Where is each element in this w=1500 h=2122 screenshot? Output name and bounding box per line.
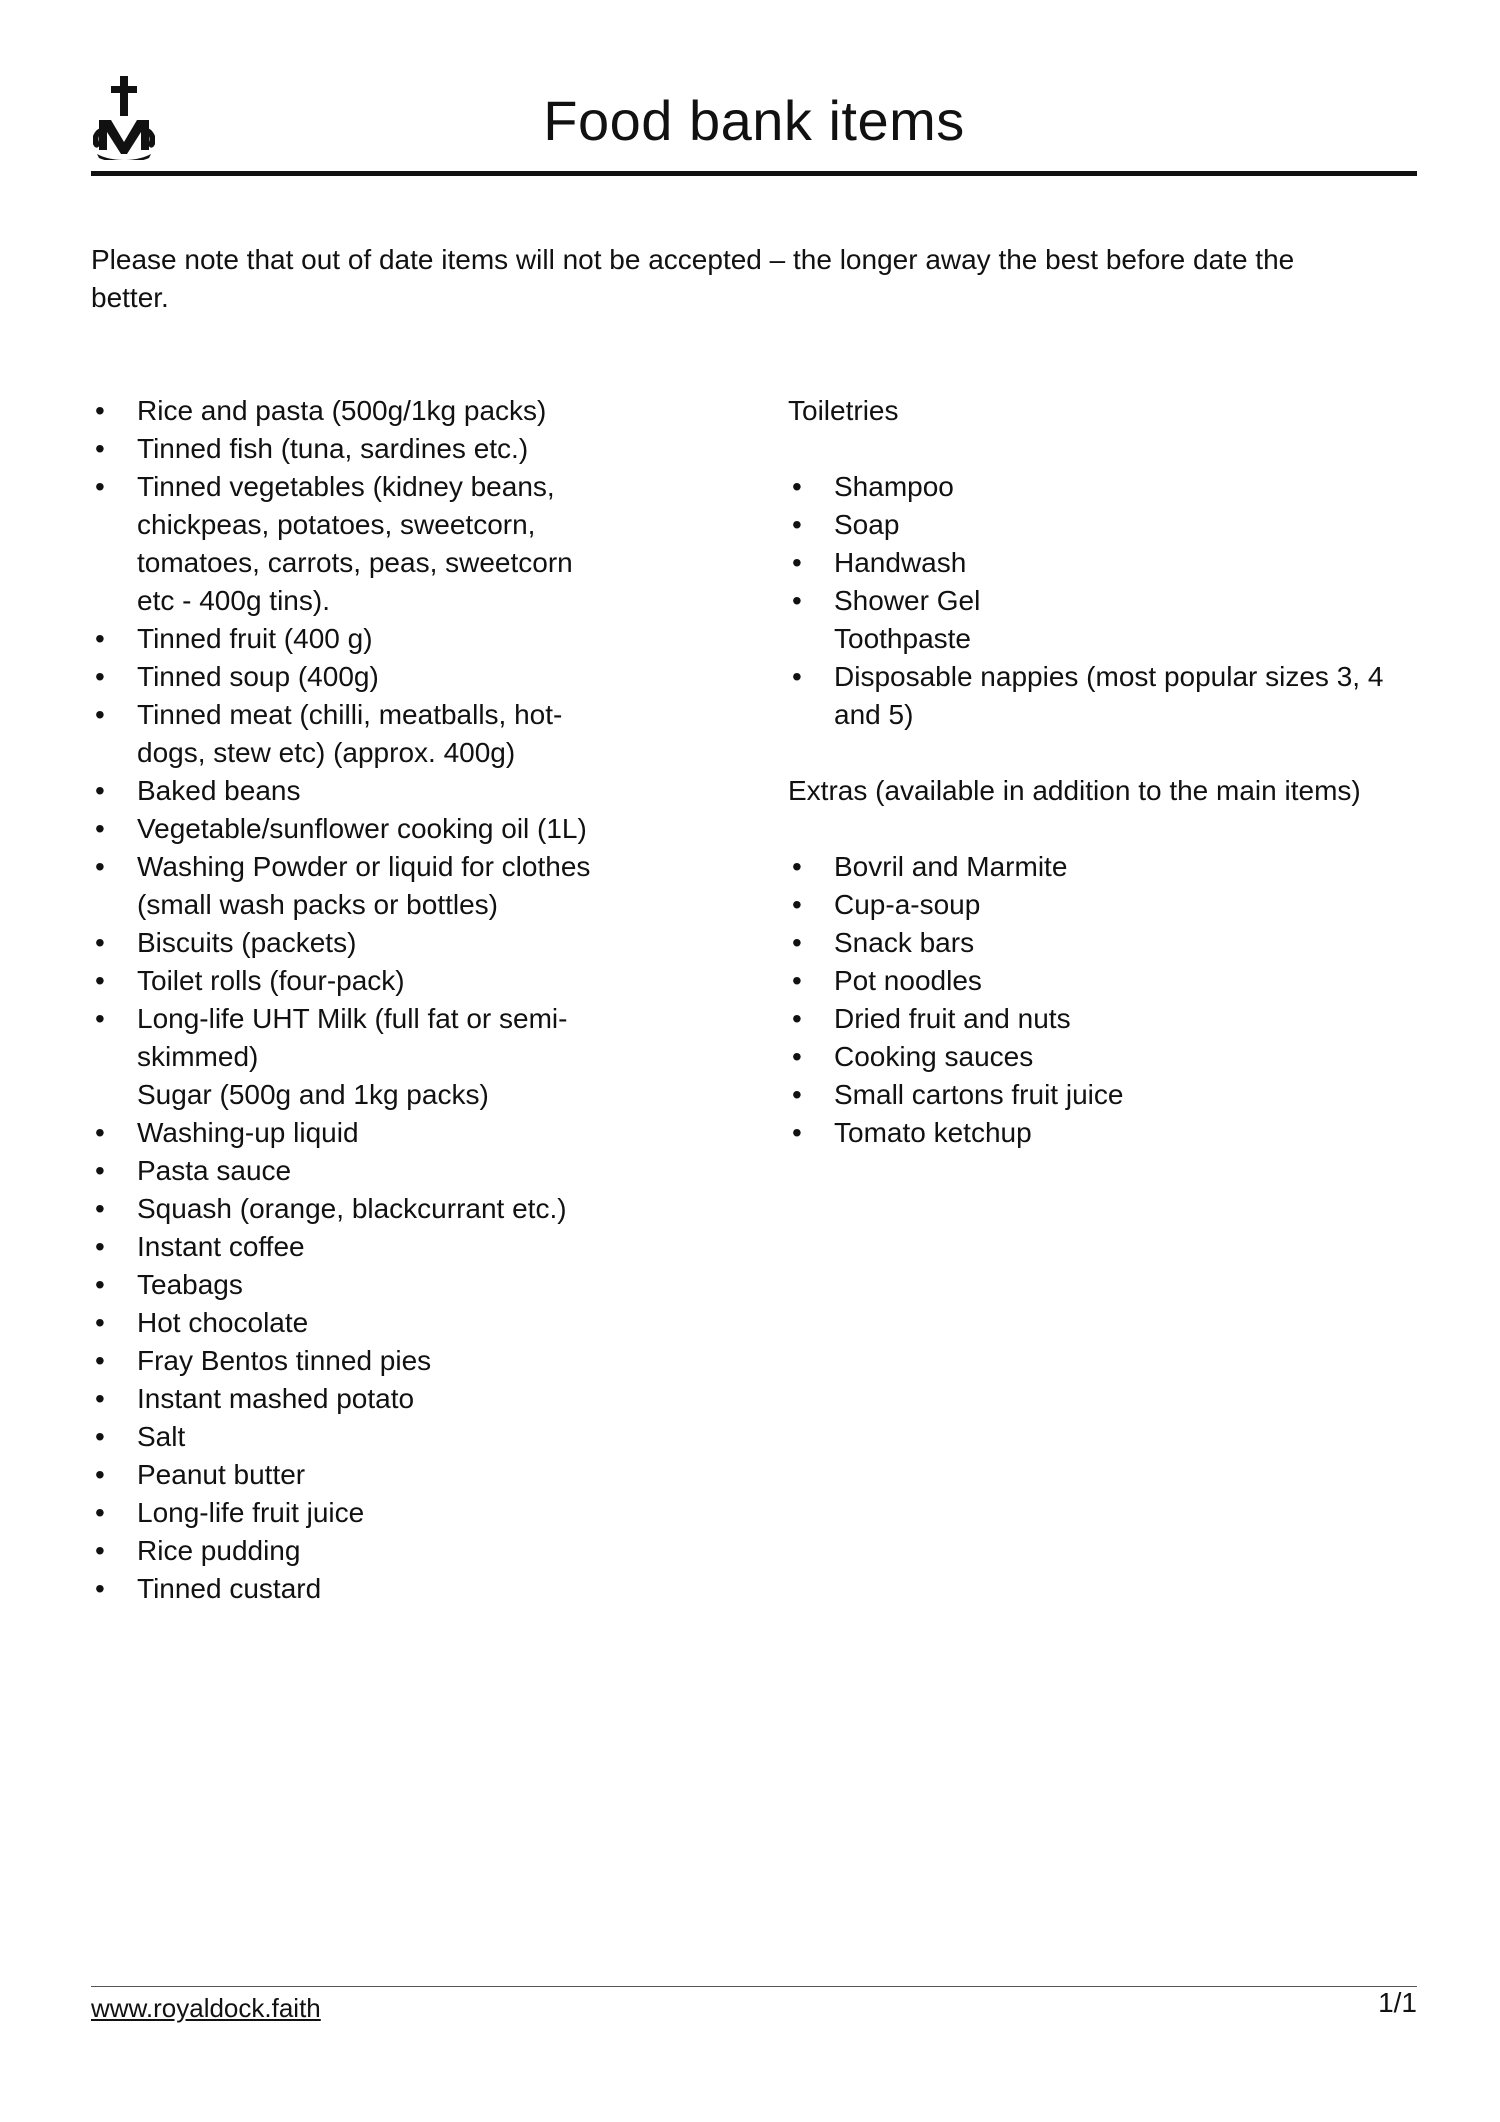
food-list-item: • Washing Powder or liquid for clothes (small wash packs or bottles) [91,848,617,924]
extras-list-item: • Bovril and Marmite [788,848,1408,886]
intro-note: Please note that out of date items will not be accepted – the longer away the best before date the better. [91,244,1295,313]
food-list-item: • Instant mashed potato [91,1380,617,1418]
food-list-item: Sugar (500g and 1kg packs) [137,1079,489,1110]
extras-list-item: • Cooking sauces [788,1038,1408,1076]
spacer [788,430,1408,468]
toiletries-list-item: • Disposable nappies (most popular sizes 3, 4 and 5) [788,658,1408,734]
food-list-item: • Tinned vegetables (kidney beans, chickpeas, potatoes, sweetcorn, tomatoes, carrots, peas, sweetcorn etc - 400g tins). [91,468,617,620]
extras-list [788,848,1408,1152]
website-link[interactable]: www.royaldock.faith [91,1993,321,2023]
food-list-item: • Biscuits (packets) [91,924,617,962]
food-list-item: • Washing-up liquid [91,1114,617,1152]
food-list-item: • Rice pudding [91,1532,617,1570]
food-list-item: • Tinned fish (tuna, sardines etc.) [91,430,617,468]
food-list-item: • Tinned meat (chilli, meatballs, hot-dogs, stew etc) (approx. 400g) [91,696,617,772]
food-list-item: • Teabags [91,1266,617,1304]
spacer [788,734,1408,772]
food-list-item: • Long-life UHT Milk (full fat or semi-skimmed) [91,1000,617,1076]
food-list-item: • Long-life fruit juice [91,1494,617,1532]
extras-heading: Extras (available in addition to the main items) [788,775,1361,806]
extras-list-item: • Dried fruit and nuts [788,1000,1408,1038]
toiletries-list-item: • Soap [788,506,1408,544]
toiletries-heading: Toiletries [788,395,899,426]
page-number: 1/1 [1378,1987,1417,2018]
extras-list-item: • Snack bars [788,924,1408,962]
toiletries-list-item: Toothpaste [834,623,971,654]
food-items-list [91,392,611,1608]
page-title: Food bank items [543,89,965,152]
footer-divider [91,1986,1417,1987]
food-list-item: • Tinned soup (400g) [91,658,617,696]
toiletries-list [788,468,1408,734]
header-divider [91,171,1417,176]
food-list-item: • Vegetable/sunflower cooking oil (1L) [91,810,617,848]
food-list-item: • Tinned custard [91,1570,617,1608]
food-list-item: • Hot chocolate [91,1304,617,1342]
extras-list-item: • Pot noodles [788,962,1408,1000]
food-list-item: • Instant coffee [91,1228,617,1266]
toiletries-list-item: • Handwash [788,544,1408,582]
food-list-item: • Peanut butter [91,1456,617,1494]
food-list-item: • Pasta sauce [91,1152,617,1190]
food-list-item: • Tinned fruit (400 g) [91,620,617,658]
food-list-item: • Salt [91,1418,617,1456]
other-items-column [788,392,1408,1152]
food-list-item: • Toilet rolls (four-pack) [91,962,617,1000]
extras-list-item: • Small cartons fruit juice [788,1076,1408,1114]
extras-list-item: • Cup-a-soup [788,886,1408,924]
food-list-item: • Rice and pasta (500g/1kg packs) [91,392,617,430]
extras-list-item: • Tomato ketchup [788,1114,1408,1152]
food-list-item: • Fray Bentos tinned pies [91,1342,617,1380]
food-list-item: • Baked beans [91,772,617,810]
spacer [788,810,1408,848]
page-header [91,72,1417,172]
toiletries-list-item: • Shower Gel [788,582,1408,620]
toiletries-list-item: • Shampoo [788,468,1408,506]
food-list-item: • Squash (orange, blackcurrant etc.) [91,1190,617,1228]
